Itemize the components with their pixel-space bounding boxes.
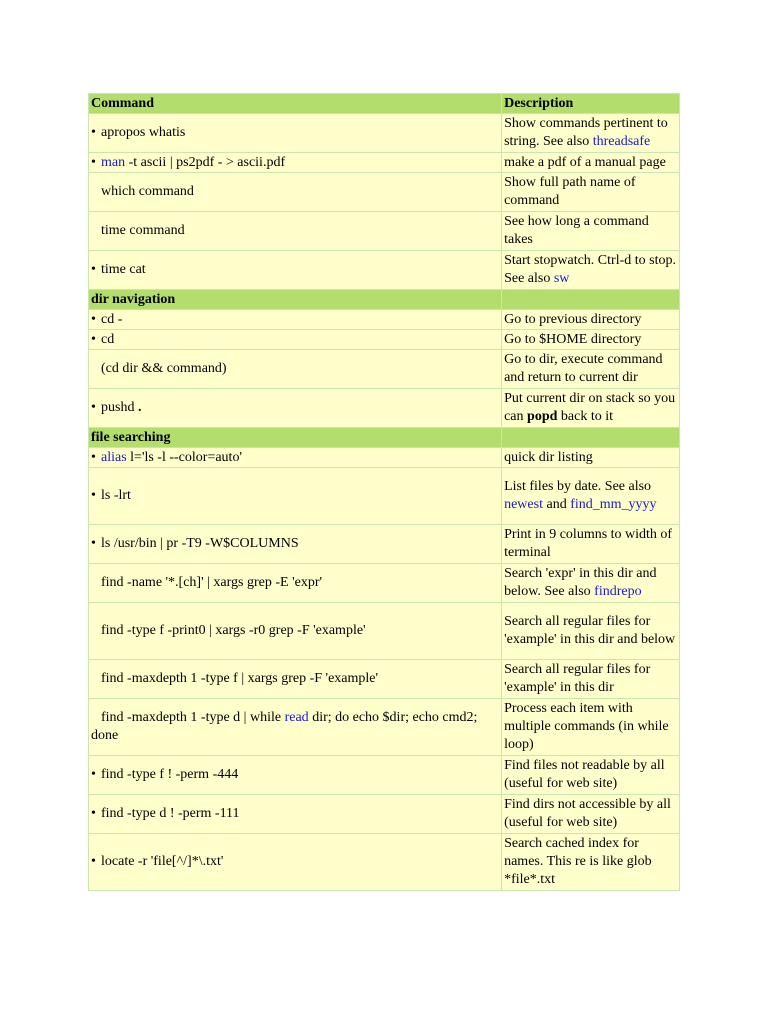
cell-text: which command (101, 184, 194, 199)
table-row (89, 660, 679, 698)
command-cell (89, 468, 501, 524)
cell-text: find -type f ! -perm -444 (101, 767, 239, 782)
command-cell (89, 660, 501, 698)
table-row (89, 310, 679, 329)
cell-link[interactable]: newest (504, 497, 543, 512)
cell-text: Show commands pertinent to string. See also (504, 116, 668, 149)
bullet-icon: • (91, 854, 96, 869)
description-cell (502, 468, 679, 524)
bullet-icon: • (91, 262, 96, 277)
table-row (89, 389, 679, 427)
section-header-row (89, 428, 679, 447)
cell-text: pushd (101, 400, 138, 415)
table-row (89, 603, 679, 659)
command-cell (89, 350, 501, 388)
cell-link[interactable]: read (284, 710, 309, 725)
description-cell (502, 756, 679, 794)
table-row (89, 212, 679, 250)
header-cell-description (502, 428, 679, 447)
cell-text: Go to $HOME directory (504, 331, 642, 347)
table-row (89, 756, 679, 794)
table-row (89, 173, 679, 211)
table-row (89, 114, 679, 152)
table-row (89, 468, 679, 524)
cell-text: apropos whatis (101, 125, 186, 140)
cell-text: find -maxdepth 1 -type f | xargs grep -F 'example' (101, 671, 379, 686)
header-cell-command (89, 94, 501, 113)
description-cell (502, 660, 679, 698)
cell-text: Find dirs not accessible by all (useful for web site) (504, 797, 671, 830)
cell-text: back to it (557, 409, 613, 424)
description-cell (502, 114, 679, 152)
description-cell (502, 251, 679, 289)
command-cell (89, 212, 501, 250)
command-table (88, 93, 680, 891)
description-cell (502, 389, 679, 427)
description-cell (502, 795, 679, 833)
cell-text: Find files not readable by all (useful for web site) (504, 758, 665, 791)
section-header-row (89, 290, 679, 309)
cell-text: ls -lrt (101, 488, 131, 503)
description-cell (502, 173, 679, 211)
cell-text: (cd dir && command) (101, 361, 227, 376)
cell-text: Description (504, 95, 574, 111)
table-row (89, 699, 679, 755)
cell-text: time command (101, 223, 185, 238)
cell-text: Command (91, 95, 155, 111)
cell-text: cd - (101, 311, 123, 327)
cell-text: dir navigation (91, 291, 176, 307)
section-header-row (89, 94, 679, 113)
description-cell (502, 310, 679, 329)
cell-link[interactable]: alias (101, 449, 127, 465)
table-row (89, 330, 679, 349)
cell-bold-text: popd (527, 409, 558, 424)
cell-text: time cat (101, 262, 146, 277)
cell-text: find -maxdepth 1 -type d | while (101, 710, 285, 725)
cell-text: See how long a command takes (504, 214, 649, 247)
table-row (89, 564, 679, 602)
description-cell (502, 834, 679, 890)
description-cell (502, 350, 679, 388)
cell-link[interactable]: find_mm_yyyy (570, 497, 657, 512)
header-cell-command (89, 290, 501, 309)
command-cell (89, 114, 501, 152)
description-cell (502, 153, 679, 172)
table-row (89, 448, 679, 467)
table-row (89, 795, 679, 833)
cell-text: List files by date. See also (504, 479, 652, 494)
header-cell-description (502, 94, 679, 113)
bullet-icon: • (91, 767, 96, 782)
command-cell (89, 525, 501, 563)
cell-text: Put current dir on stack so you can (504, 391, 676, 424)
description-cell (502, 699, 679, 755)
description-cell (502, 330, 679, 349)
cell-text: make a pdf of a manual page (504, 154, 666, 170)
bullet-icon: • (91, 488, 96, 503)
cell-text: ls /usr/bin | pr -T9 -W$COLUMNS (101, 536, 299, 551)
bullet-icon: • (91, 125, 96, 140)
table-row (89, 525, 679, 563)
description-cell (502, 448, 679, 467)
command-cell (89, 603, 501, 659)
cell-text: Search 'expr' in this dir and below. See also (504, 566, 657, 599)
table-row (89, 350, 679, 388)
description-cell (502, 564, 679, 602)
bullet-icon: • (91, 536, 96, 551)
description-cell (502, 525, 679, 563)
command-table-body (89, 94, 679, 890)
cell-text: Print in 9 columns to width of terminal (504, 527, 673, 560)
cell-text: find -type f -print0 | xargs -r0 grep -F 'example' (101, 623, 366, 638)
cell-link[interactable]: findrepo (594, 584, 642, 599)
cell-text: Search all regular files for 'example' in this dir and below (504, 614, 676, 647)
table-row (89, 153, 679, 172)
bullet-icon: • (91, 311, 96, 327)
cell-text: Go to dir, execute command and return to current dir (504, 352, 663, 385)
command-cell (89, 251, 501, 289)
header-cell-description (502, 290, 679, 309)
table-row (89, 251, 679, 289)
cell-link[interactable]: sw (553, 271, 570, 286)
cell-text: dir; do echo $dir; echo cmd2; done (91, 710, 478, 743)
command-cell (89, 173, 501, 211)
bullet-icon: • (91, 331, 96, 347)
cell-text: quick dir listing (504, 449, 593, 465)
cell-text: Show full path name of command (504, 175, 636, 208)
cell-text: locate -r 'file[^/]*\.txt' (101, 854, 224, 869)
description-cell (502, 603, 679, 659)
header-cell-command (89, 428, 501, 447)
bullet-icon: • (91, 806, 96, 821)
cell-text: l='ls -l --color=auto' (126, 449, 242, 465)
description-cell (502, 212, 679, 250)
command-cell (89, 756, 501, 794)
bullet-icon: • (91, 154, 96, 170)
cell-text: cd (101, 331, 115, 347)
table-row (89, 834, 679, 890)
command-cell (89, 834, 501, 890)
cell-text: Search all regular files for 'example' in this dir (504, 662, 651, 695)
cell-text: Process each item with multiple commands (in while loop) (504, 701, 669, 752)
command-cell (89, 699, 501, 755)
cell-text: -t ascii | ps2pdf - > ascii.pdf (125, 154, 286, 170)
command-cell (89, 310, 501, 329)
cell-text: Go to previous directory (504, 311, 642, 327)
cell-bold-text: . (137, 400, 142, 415)
command-cell (89, 389, 501, 427)
bullet-icon: • (91, 400, 96, 415)
cell-link[interactable]: threadsafe (592, 134, 651, 149)
cell-text: Search cached index for names. This re is like glob *file*.txt (504, 836, 652, 887)
command-cell (89, 153, 501, 172)
cell-text: Start stopwatch. Ctrl-d to stop. See also (504, 253, 676, 286)
cell-text: and (542, 497, 571, 512)
command-cell (89, 564, 501, 602)
cell-text: find -name '*.[ch]' | xargs grep -E 'expr' (101, 575, 322, 590)
bullet-icon: • (91, 449, 96, 465)
cell-text: file searching (91, 429, 171, 445)
command-cell (89, 330, 501, 349)
cell-text: find -type d ! -perm -111 (101, 806, 240, 821)
command-cell (89, 795, 501, 833)
cell-link[interactable]: man (101, 154, 126, 170)
command-cell (89, 448, 501, 467)
